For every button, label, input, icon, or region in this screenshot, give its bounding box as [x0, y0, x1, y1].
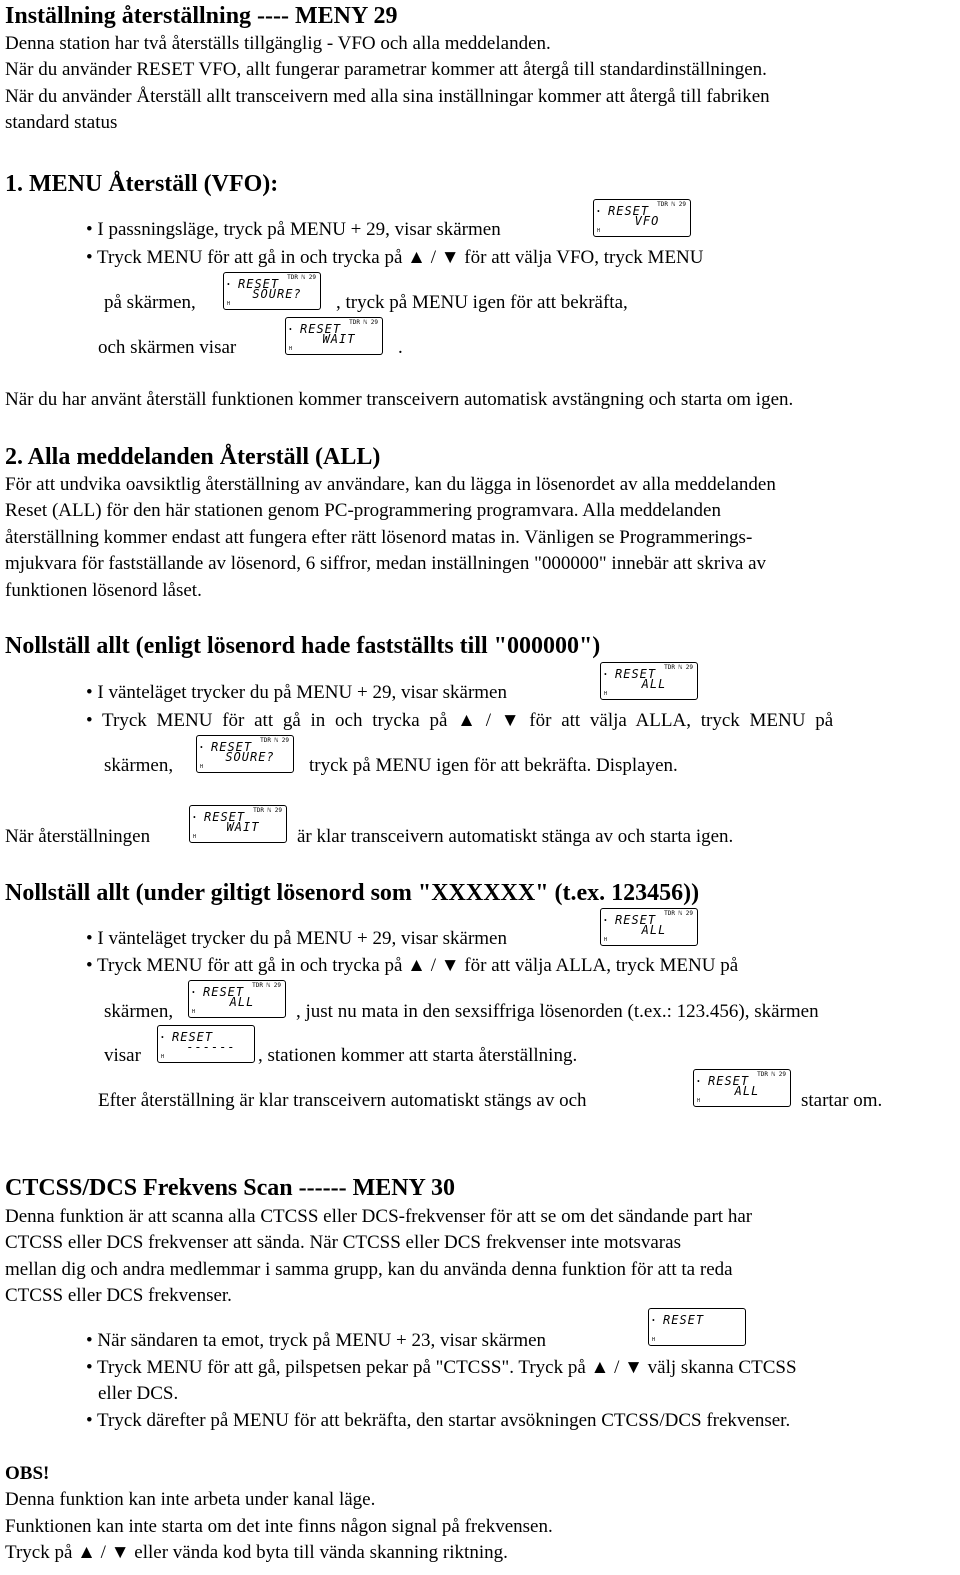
intro-line-4: standard status	[5, 112, 118, 133]
r0-bullet-3b: tryck på MENU igen för att bekräfta. Displayen.	[309, 755, 678, 776]
vfo-bullet-4a: och skärmen visar	[98, 337, 237, 358]
rx-bullet-5b: startar om.	[801, 1090, 883, 1111]
all-line-3: återställning kommer endast att fungera efter rätt lösenord matas in. Vänligen se Programmerings-	[5, 527, 753, 548]
intro-line-3: När du använder Återställ allt transceivern med alla sina inställningar kommer att återgå till fabriken	[5, 86, 770, 107]
vfo-bullet-1: • I passningsläge, tryck på MENU + 29, visar skärmen	[86, 219, 501, 240]
vfo-after-text: När du har använt återställ funktionen kommer transceivern automatisk avstängning och starta om igen.	[5, 389, 794, 410]
lcd-reset-dashes: • RESET ------ H	[157, 1025, 255, 1063]
menu29-title: Inställning återställning ---- MENY 29	[5, 3, 398, 29]
ctcss-line-1: Denna funktion är att scanna alla CTCSS eller DCS-frekvenser för att se om det sändande part har	[5, 1206, 753, 1227]
r0-bullet-1: • I vänteläget trycker du på MENU + 29, visar skärmen	[86, 682, 507, 703]
obs-line-3: Tryck på ▲ / ▼ eller vända kod byta till vända skanning riktning.	[5, 1542, 508, 1563]
lcd-reset-vfo: TDR ℕ 29 • RESET VFO H	[593, 199, 691, 237]
lcd-reset-source: TDR ℕ 29 • RESET SOURE? H	[223, 272, 321, 310]
r0-line-4a: När återställningen	[5, 826, 151, 847]
menu30-title: CTCSS/DCS Frekvens Scan ------ MENY 30	[5, 1175, 455, 1201]
rx-bullet-2: • Tryck MENU för att gå in och trycka på ▲ / ▼ för att välja ALLA, tryck MENU på	[86, 955, 739, 976]
ctcss-bullet-3: • Tryck därefter på MENU för att bekräfta, den startar avsökningen CTCSS/DCS frekvenser.	[86, 1410, 791, 1431]
r0-bullet-3a: skärmen,	[104, 755, 174, 776]
ctcss-bullet-1: • När sändaren ta emot, tryck på MENU + 23, visar skärmen	[86, 1330, 547, 1351]
all-line-2: Reset (ALL) för den här stationen genom PC-programmering programvara. Alla meddelanden	[5, 500, 721, 521]
rx-bullet-5a: Efter återställning är klar transceivern automatiskt stängs av och	[98, 1090, 587, 1111]
rx-bullet-1: • I vänteläget trycker du på MENU + 29, visar skärmen	[86, 928, 507, 949]
rx-bullet-4a: visar	[104, 1045, 141, 1066]
vfo-bullet-4b: .	[398, 337, 403, 358]
lcd-reset-all-2: TDR ℕ 29 • RESET ALL H	[600, 908, 698, 946]
vfo-bullet-3a: på skärmen,	[104, 292, 196, 313]
all-reset-title: 2. Alla meddelanden Återställ (ALL)	[5, 444, 381, 470]
r0-line-4b: är klar transceivern automatiskt stänga av och starta igen.	[297, 826, 734, 847]
obs-line-1: Denna funktion kan inte arbeta under kanal läge.	[5, 1489, 376, 1510]
lcd-reset-wait: TDR ℕ 29 • RESET WAIT H	[285, 317, 383, 355]
ctcss-bullet-2b: eller DCS.	[98, 1383, 179, 1404]
lcd-reset-all-3: TDR ℕ 29 • RESET ALL H	[188, 980, 286, 1018]
reset-xxxxxx-title: Nollställ allt (under giltigt lösenord som "XXXXXX" (t.ex. 123456))	[5, 880, 700, 906]
vfo-bullet-2: • Tryck MENU för att gå in och trycka på ▲ / ▼ för att välja VFO, tryck MENU	[86, 247, 704, 268]
rx-bullet-3b: , just nu mata in den sexsiffriga lösenorden (t.ex.: 123.456), skärmen	[296, 1001, 819, 1022]
r0-bullet-2: • Tryck MENU för att gå in och trycka på ▲ / ▼ för att välja ALLA, tryck MENU på	[86, 710, 834, 731]
vfo-reset-title: 1. MENU Återställ (VFO):	[5, 171, 279, 197]
ctcss-line-4: CTCSS eller DCS frekvenser.	[5, 1285, 232, 1306]
intro-line-2: När du använder RESET VFO, allt fungerar parametrar kommer att återgå till standardinställningen.	[5, 59, 767, 80]
ctcss-bullet-2: • Tryck MENU för att gå, pilspetsen pekar på "CTCSS". Tryck på ▲ / ▼ välj skanna CTCSS	[86, 1357, 797, 1378]
lcd-reset-wait-2: TDR ℕ 29 • RESET WAIT H	[189, 805, 287, 843]
ctcss-line-2: CTCSS eller DCS frekvenser att sända. När CTCSS eller DCS frekvenser inte motsvaras	[5, 1232, 681, 1253]
ctcss-line-3: mellan dig och andra medlemmar i samma grupp, kan du använda denna funktion för att ta reda	[5, 1259, 733, 1280]
vfo-bullet-3b: , tryck på MENU igen för att bekräfta,	[336, 292, 628, 313]
rx-bullet-3a: skärmen,	[104, 1001, 174, 1022]
lcd-reset-source-2: TDR ℕ 29 • RESET SOURE? H	[196, 735, 294, 773]
obs-line-2: Funktionen kan inte starta om det inte finns någon signal på frekvensen.	[5, 1516, 553, 1537]
all-line-4: mjukvara för fastställande av lösenord, 6 siffror, medan inställningen "000000" innebär att skriva av	[5, 553, 767, 574]
lcd-reset-ctcss: • RESET H	[648, 1308, 746, 1346]
all-line-1: För att undvika oavsiktlig återställning av användare, kan du lägga in lösenordet av alla meddelanden	[5, 474, 776, 495]
rx-bullet-4b: , stationen kommer att starta återställning.	[258, 1045, 578, 1066]
lcd-reset-all-4: TDR ℕ 29 • RESET ALL H	[693, 1069, 791, 1107]
obs-title: OBS!	[5, 1463, 50, 1484]
lcd-reset-all-1: TDR ℕ 29 • RESET ALL H	[600, 662, 698, 700]
intro-line-1: Denna station har två återställs tillgänglig - VFO och alla meddelanden.	[5, 33, 551, 54]
all-line-5: funktionen lösenord låset.	[5, 580, 202, 601]
reset-000000-title: Nollställ allt (enligt lösenord hade fastställts till "000000")	[5, 633, 601, 659]
